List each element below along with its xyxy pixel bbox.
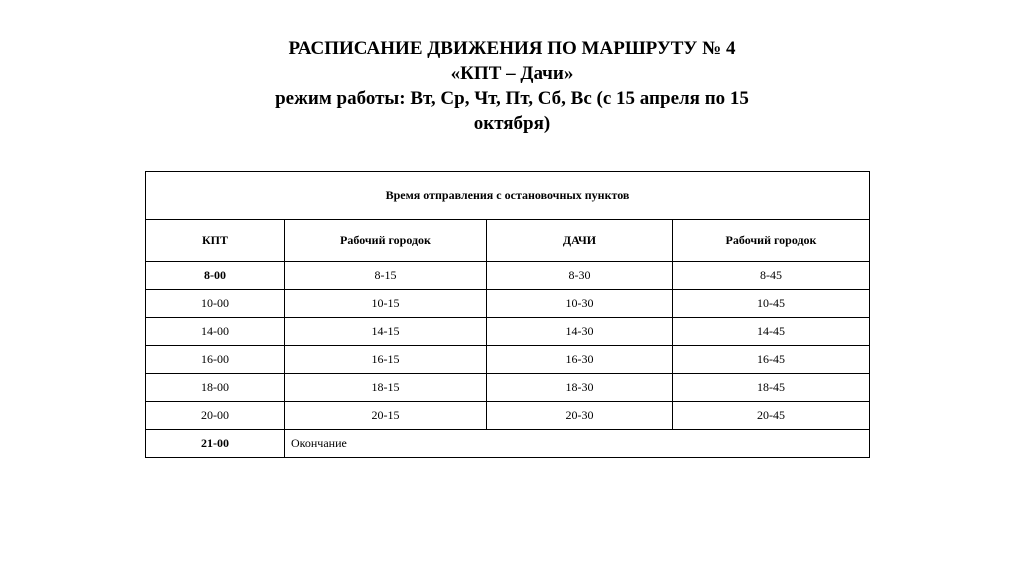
table-cell: 16-00	[146, 346, 285, 374]
table-cell: 16-30	[487, 346, 673, 374]
table-cell: 18-00	[146, 374, 285, 402]
table-caption: Время отправления с остановочных пунктов	[146, 172, 870, 220]
column-header-dachi: ДАЧИ	[487, 220, 673, 262]
end-of-service-label: Окончание	[285, 430, 870, 458]
title-line-2: «КПТ – Дачи»	[450, 63, 574, 84]
table-row	[146, 318, 870, 346]
table-row	[146, 374, 870, 402]
table-cell: 14-30	[487, 318, 673, 346]
table-cell: 14-00	[146, 318, 285, 346]
table-cell: 14-45	[673, 318, 870, 346]
table-cell: 20-00	[146, 402, 285, 430]
table-cell: 10-15	[285, 290, 487, 318]
table-cell: 8-00	[146, 262, 285, 290]
table-cell: 20-45	[673, 402, 870, 430]
table-cell: 8-45	[673, 262, 870, 290]
table-row	[146, 290, 870, 318]
table-row-final	[146, 430, 870, 458]
table-cell: 10-00	[146, 290, 285, 318]
table-cell: 10-45	[673, 290, 870, 318]
table-cell: 8-15	[285, 262, 487, 290]
final-time-cell: 21-00	[146, 430, 285, 458]
table-cell: 16-15	[285, 346, 487, 374]
title-line-1: РАСПИСАНИЕ ДВИЖЕНИЯ ПО МАРШРУТУ № 4	[288, 38, 736, 59]
table-cell: 14-15	[285, 318, 487, 346]
table-cell: 20-30	[487, 402, 673, 430]
column-header-rabochiy-gorodok-1: Рабочий городок	[285, 220, 487, 262]
table-row	[146, 346, 870, 374]
table-cell: 10-30	[487, 290, 673, 318]
table-cell: 18-15	[285, 374, 487, 402]
document-title	[0, 36, 1024, 136]
table-caption-row	[146, 172, 870, 220]
table-cell: 16-45	[673, 346, 870, 374]
column-header-rabochiy-gorodok-2: Рабочий городок	[673, 220, 870, 262]
table-row	[146, 262, 870, 290]
table-cell: 18-30	[487, 374, 673, 402]
table-cell: 8-30	[487, 262, 673, 290]
column-header-kpt: КПТ	[146, 220, 285, 262]
table-cell: 20-15	[285, 402, 487, 430]
title-line-3: режим работы: Вт, Ср, Чт, Пт, Сб, Вс (с 15 апреля по 15 октября)	[275, 88, 749, 134]
table-row	[146, 402, 870, 430]
schedule-table	[145, 171, 870, 458]
table-header-row	[146, 220, 870, 262]
table-cell: 18-45	[673, 374, 870, 402]
